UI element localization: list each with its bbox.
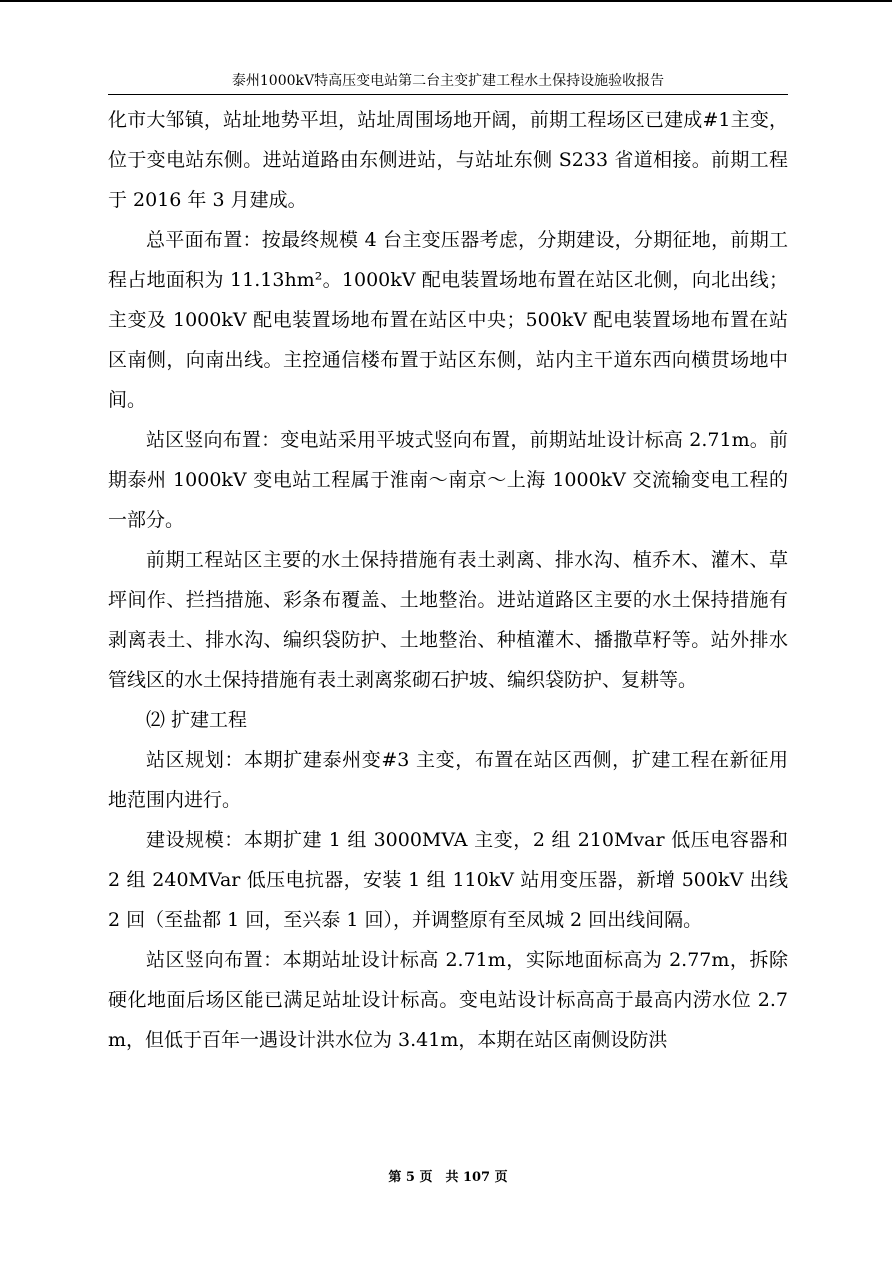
paragraph-layout: 总平面布置：按最终规模 4 台主变压器考虑，分期建设，分期征地，前期工程占地面积为 11.13hm²。1000kV 配电装置场地布置在站区北侧，向北出线；主变及 1000kV 配电装置场地布置在站区中央；500kV 配电装置场地布置在站区南侧，向南出线。主控通信楼布置于站区东侧，站内主干道东西向横贯场地中间。 bbox=[108, 229, 788, 411]
document-body bbox=[108, 100, 788, 1060]
page-top-border bbox=[0, 0, 892, 2]
paragraph-vertical-layout: 站区竖向布置：变电站采用平坡式竖向布置，前期站址设计标高 2.71m。前期泰州 1000kV 变电站工程属于淮南～南京～上海 1000kV 交流输变电工程的一部分。 bbox=[108, 429, 788, 531]
paragraph-site-elevation: 站区竖向布置：本期站址设计标高 2.71m，实际地面标高为 2.77m，拆除硬化地面后场区能已满足站址设计标高。变电站设计标高高于最高内涝水位 2.7m，但低于百年一遇设计洪水位为 3.41m，本期在站区南侧设防洪 bbox=[108, 949, 788, 1051]
page-number: 第 5 页 共 107 页 bbox=[388, 1170, 508, 1185]
paragraph-continuation: 化市大邹镇，站址地势平坦，站址周围场地开阔，前期工程场区已建成#1主变，位于变电站东侧。进站道路由东侧进站，与站址东侧 S233 省道相接。前期工程于 2016 年 3 月建成。 bbox=[108, 109, 788, 211]
paragraph-construction-scale: 建设规模：本期扩建 1 组 3000MVA 主变，2 组 210Mvar 低压电容器和 2 组 240MVar 低压电抗器，安装 1 组 110kV 站用变压器，新增 500kV 出线 2 回（至盐都 1 回，至兴泰 1 回），并调整原有至凤城 2 回出线间隔。 bbox=[108, 829, 788, 931]
section-heading-expansion: ⑵ 扩建工程 bbox=[146, 709, 248, 731]
paragraph-site-planning: 站区规划：本期扩建泰州变#3 主变，布置在站区西侧，扩建工程在新征用地范围内进行。 bbox=[108, 749, 788, 811]
running-header: 泰州1000kV特高压变电站第二台主变扩建工程水土保持设施验收报告 bbox=[231, 73, 665, 89]
paragraph-soil-measures: 前期工程站区主要的水土保持措施有表土剥离、排水沟、植乔木、灌木、草坪间作、拦挡措施、彩条布覆盖、土地整治。进站道路区主要的水土保持措施有剥离表土、排水沟、编织袋防护、土地整治、种植灌木、播撒草籽等。站外排水管线区的水土保持措施有表土剥离浆砌石护坡、编织袋防护、复耕等。 bbox=[108, 549, 788, 691]
header-divider bbox=[108, 94, 788, 95]
